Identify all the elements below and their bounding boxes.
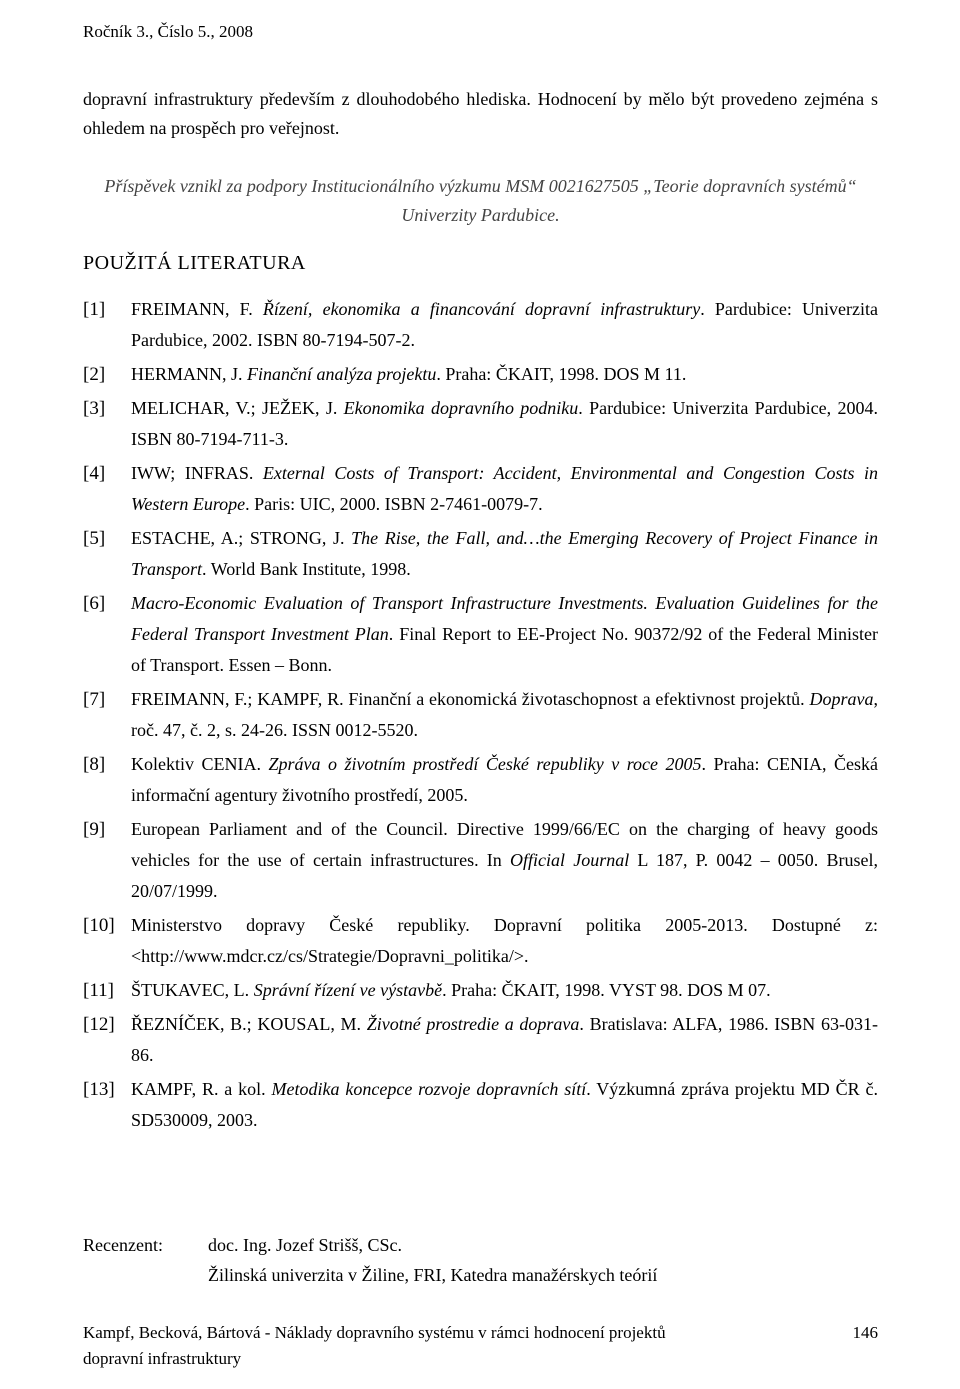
reviewer-details [208,1230,657,1290]
reference-authors: FREIMANN, F.; KAMPF, R. Finanční a ekonomická životaschopnost a efektivnost projektů. [131,689,810,709]
reference-authors: FREIMANN, F. [131,299,263,319]
reference-authors: ESTACHE, A.; STRONG, J. [131,528,352,548]
footer-title: Kampf, Becková, Bártová - Náklady dopravního systému v rámci hodnocení projektů [83,1323,666,1342]
reference-item [83,458,878,520]
reference-item [83,523,878,585]
reference-number: [7] [83,689,106,710]
reference-number: [2] [83,364,106,385]
reference-details: . World Bank Institute, 1998. [202,559,411,579]
reference-number: [3] [83,398,106,419]
reference-number: [4] [83,463,106,484]
page-number: 146 [852,1323,878,1342]
reference-number: [10] [83,915,115,936]
reference-details: . Praha: ČKAIT, 1998. DOS M 11. [436,364,687,384]
reviewer-name: doc. Ing. Jozef Strišš, CSc. [208,1235,402,1255]
reference-details: . Final Report to EE-Project No. 90372/92 of the Federal Minister of Transport. Essen – Bonn. [131,624,879,675]
reference-authors: ŘEZNÍČEK, B.; KOUSAL, M. [131,1014,367,1034]
reference-title: Zpráva o životním prostředí České republiky v roce 2005 [268,754,702,774]
reference-authors: Ministerstvo dopravy České republiky. Dopravní politika 2005-2013. Dostupné z: <http://www.mdcr.cz/cs/Strategie/Dopravni_politika/>. [131,915,878,966]
reference-number: [1] [83,299,106,320]
reference-item [83,393,878,455]
running-footer [83,1320,878,1372]
reference-item [83,975,878,1006]
reference-details: . Bratislava: ALFA, 1986. ISBN 63-031-86. [131,1014,878,1065]
reference-authors: ŠTUKAVEC, L. [131,980,254,1000]
reference-item [83,294,878,356]
footer-title-continued: dopravní infrastruktury [83,1349,242,1368]
reference-title: Official Journal [510,850,630,870]
reference-authors: IWW; INFRAS. [131,463,263,483]
reference-number: [5] [83,528,106,549]
reference-title: Životné prostredie a doprava [366,1014,580,1034]
reference-number: [12] [83,1014,115,1035]
reference-number: [8] [83,754,106,775]
reference-authors: KAMPF, R. a kol. [131,1079,272,1099]
reference-details: , roč. 47, č. 2, s. 24-26. ISSN 0012-5520. [131,689,878,740]
reference-authors: MELICHAR, V.; JEŽEK, J. [131,398,344,418]
reference-details: . Praha: ČKAIT, 1998. VYST 98. DOS M 07. [442,980,771,1000]
reference-title: Macro-Economic Evaluation of Transport Infrastructure Investments. Evaluation Guidelines for the Federal Transport Investment Plan [131,593,878,644]
reference-authors: Kolektiv CENIA. [131,754,269,774]
reviewer-label: Recenzent: [83,1235,163,1255]
reference-item [83,814,878,907]
reference-authors: HERMANN, J. [131,364,248,384]
reference-number: [13] [83,1079,115,1100]
reference-title: The Rise, the Fall, and…the Emerging Recovery of Project Finance in Transport [131,528,878,579]
reviewer-affiliation: Žilinská univerzita v Žiline, FRI, Katedra manažérskych teórií [208,1265,658,1285]
reference-details: . Paris: UIC, 2000. ISBN 2-7461-0079-7. [245,494,543,514]
reference-title: Finanční analýza projektu [247,364,437,384]
reference-list [83,294,878,1139]
reference-item [83,588,878,681]
reference-item [83,1009,878,1071]
reference-authors: European Parliament and of the Council. Directive 1999/66/EC on the charging of heavy goods vehicles for the use of certain infrastructures. In [131,819,878,870]
reference-title: Ekonomika dopravního podniku [343,398,579,418]
reference-item [83,910,878,972]
reference-details: . Pardubice: Univerzita Pardubice, 2004. ISBN 80-7194-711-3. [131,398,878,449]
reference-item [83,359,878,390]
reference-details: . Praha: CENIA, Česká informační agentury životního prostředí, 2005. [131,754,879,805]
reference-item [83,1074,878,1136]
reference-title: Metodika koncepce rozvoje dopravních sítí [271,1079,587,1099]
reference-number: [6] [83,593,106,614]
reference-title: External Costs of Transport: Accident, Environmental and Congestion Costs in Western Europe [131,463,878,514]
reference-title: Řízení, ekonomika a financování dopravní infrastruktury [262,299,701,319]
reference-details: . Výzkumná zpráva projektu MD ČR č. SD530009, 2003. [131,1079,878,1130]
reference-number: [9] [83,819,106,840]
references-heading: POUŽITÁ LITERATURA [83,252,306,274]
intro-paragraph: dopravní infrastruktury především z dlouhodobého hlediska. Hodnocení by mělo být provedeno zejména s ohledem na prospěch pro veřejnost. [83,89,878,138]
reference-item [83,749,878,811]
running-header: Ročník 3., Číslo 5., 2008 [83,22,254,41]
reference-title: Správní řízení ve výstavbě [253,980,443,1000]
reference-item [83,684,878,746]
reference-title: Doprava [809,689,874,709]
reference-details: L 187, P. 0042 – 0050. Brusel, 20/07/1999. [131,850,878,901]
reference-details: . Pardubice: Univerzita Pardubice, 2002. ISBN 80-7194-507-2. [131,299,878,350]
acknowledgement: Příspěvek vznikl za podpory Institucionálního výzkumu MSM 0021627505 „Teorie dopravních systémů“ Univerzity Pardubice. [104,176,857,225]
reference-number: [11] [83,980,114,1001]
